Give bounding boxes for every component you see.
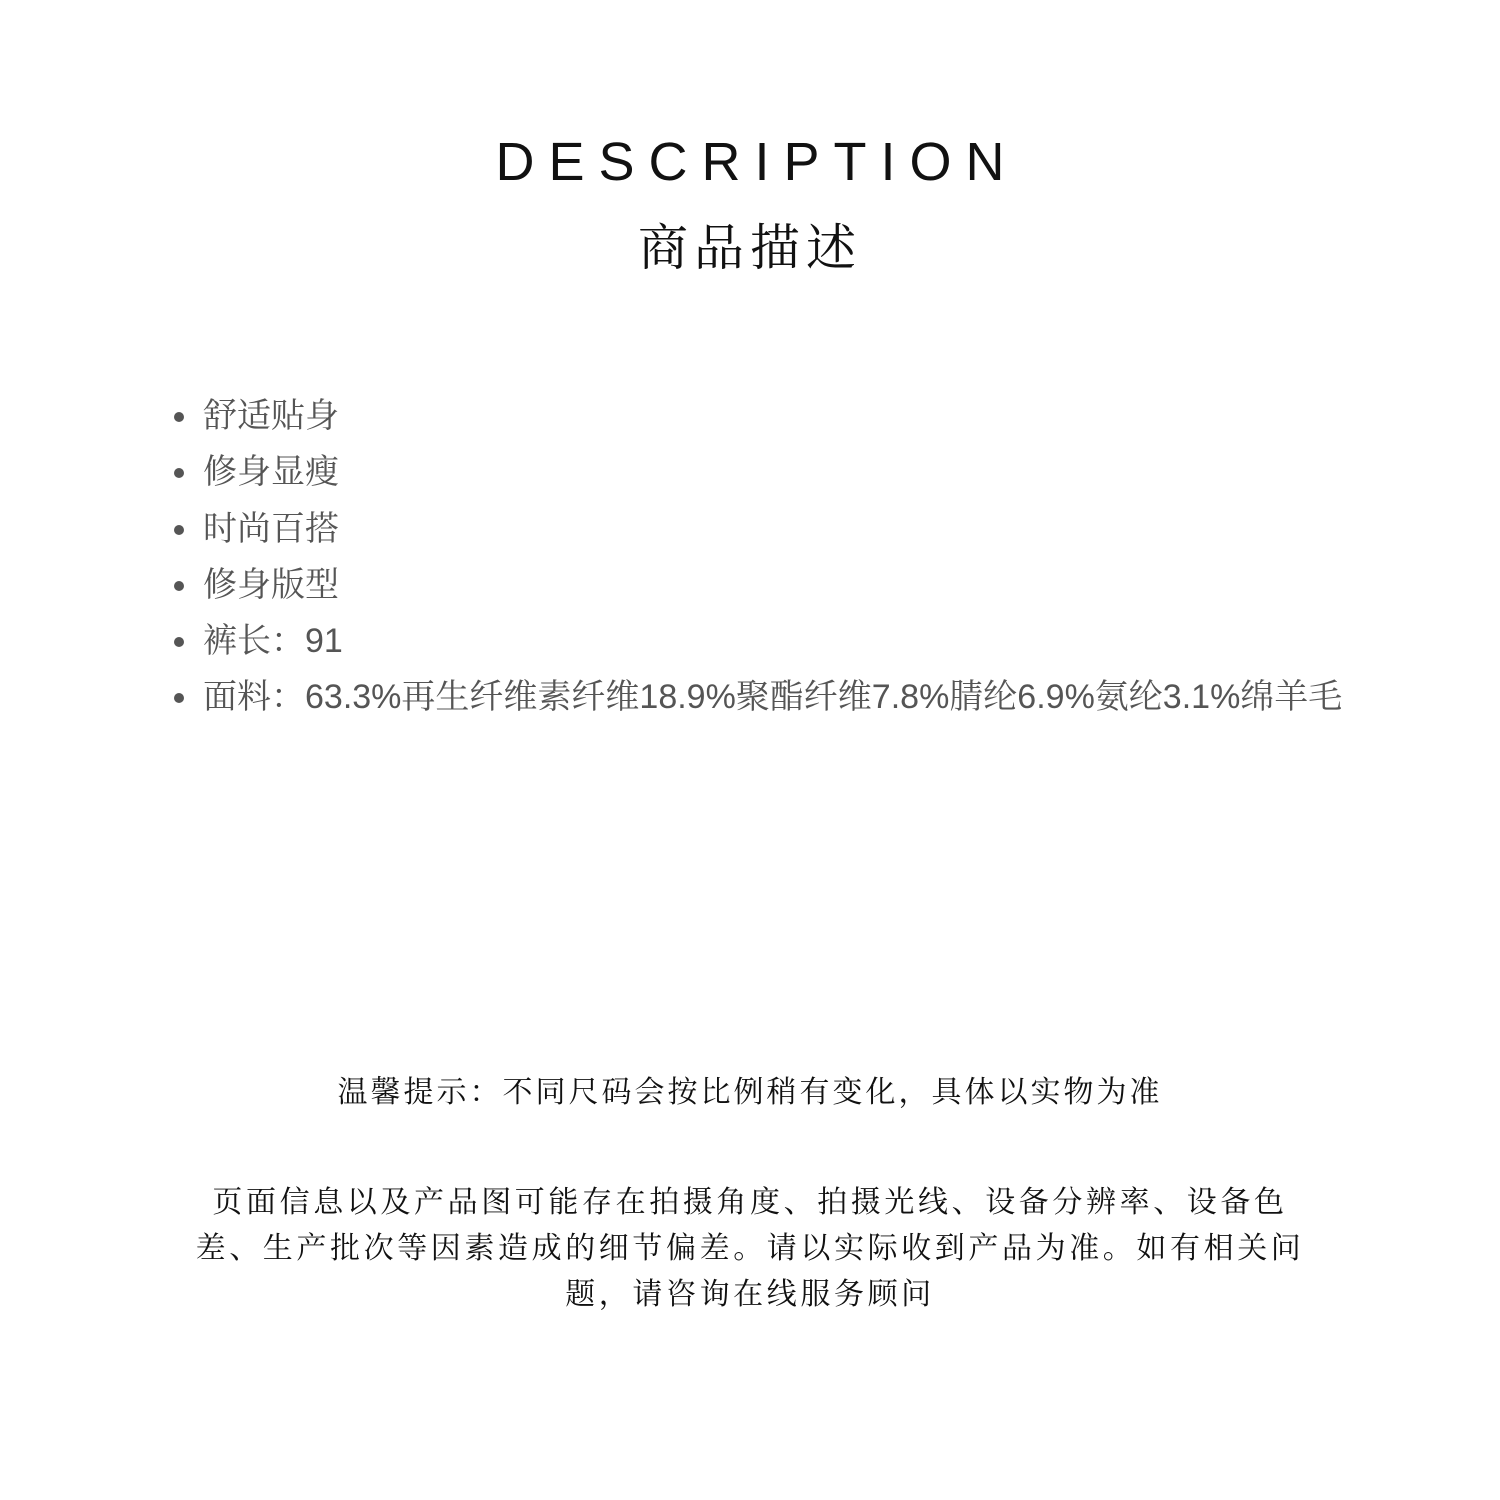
list-item	[172, 388, 1352, 444]
bullet-icon	[174, 637, 184, 647]
list-item	[172, 501, 1352, 557]
bullet-icon	[174, 581, 184, 591]
feature-text: 舒适贴身	[203, 397, 339, 435]
bullet-icon	[174, 693, 184, 703]
feature-list	[172, 388, 1352, 726]
disclaimer-text: 页面信息以及产品图可能存在拍摄角度、拍摄光线、设备分辨率、设备色差、生产批次等因素造成的细节偏差。请以实际收到产品为准。如有相关问题，请咨询在线服务顾问	[195, 1185, 1305, 1312]
page-title-chinese: 商品描述	[638, 219, 862, 277]
page-title-english: DESCRIPTION	[495, 132, 1019, 192]
size-notice: 温馨提示：不同尺码会按比例稍有变化，具体以实物为准	[337, 1075, 1163, 1110]
feature-text: 面料：63.3%再生纤维素纤维18.9%聚酯纤维7.8%腈纶6.9%氨纶3.1%绵羊毛	[203, 678, 1343, 717]
list-item	[172, 613, 1352, 669]
list-item	[172, 444, 1352, 500]
feature-text: 裤长：91	[203, 622, 343, 661]
list-item	[172, 669, 1352, 725]
bullet-icon	[174, 468, 184, 478]
list-item	[172, 557, 1352, 613]
feature-text: 修身显瘦	[203, 453, 339, 492]
feature-text: 时尚百搭	[203, 509, 339, 548]
bullet-icon	[174, 412, 184, 422]
feature-text: 修身版型	[203, 565, 339, 604]
bullet-icon	[174, 525, 184, 535]
